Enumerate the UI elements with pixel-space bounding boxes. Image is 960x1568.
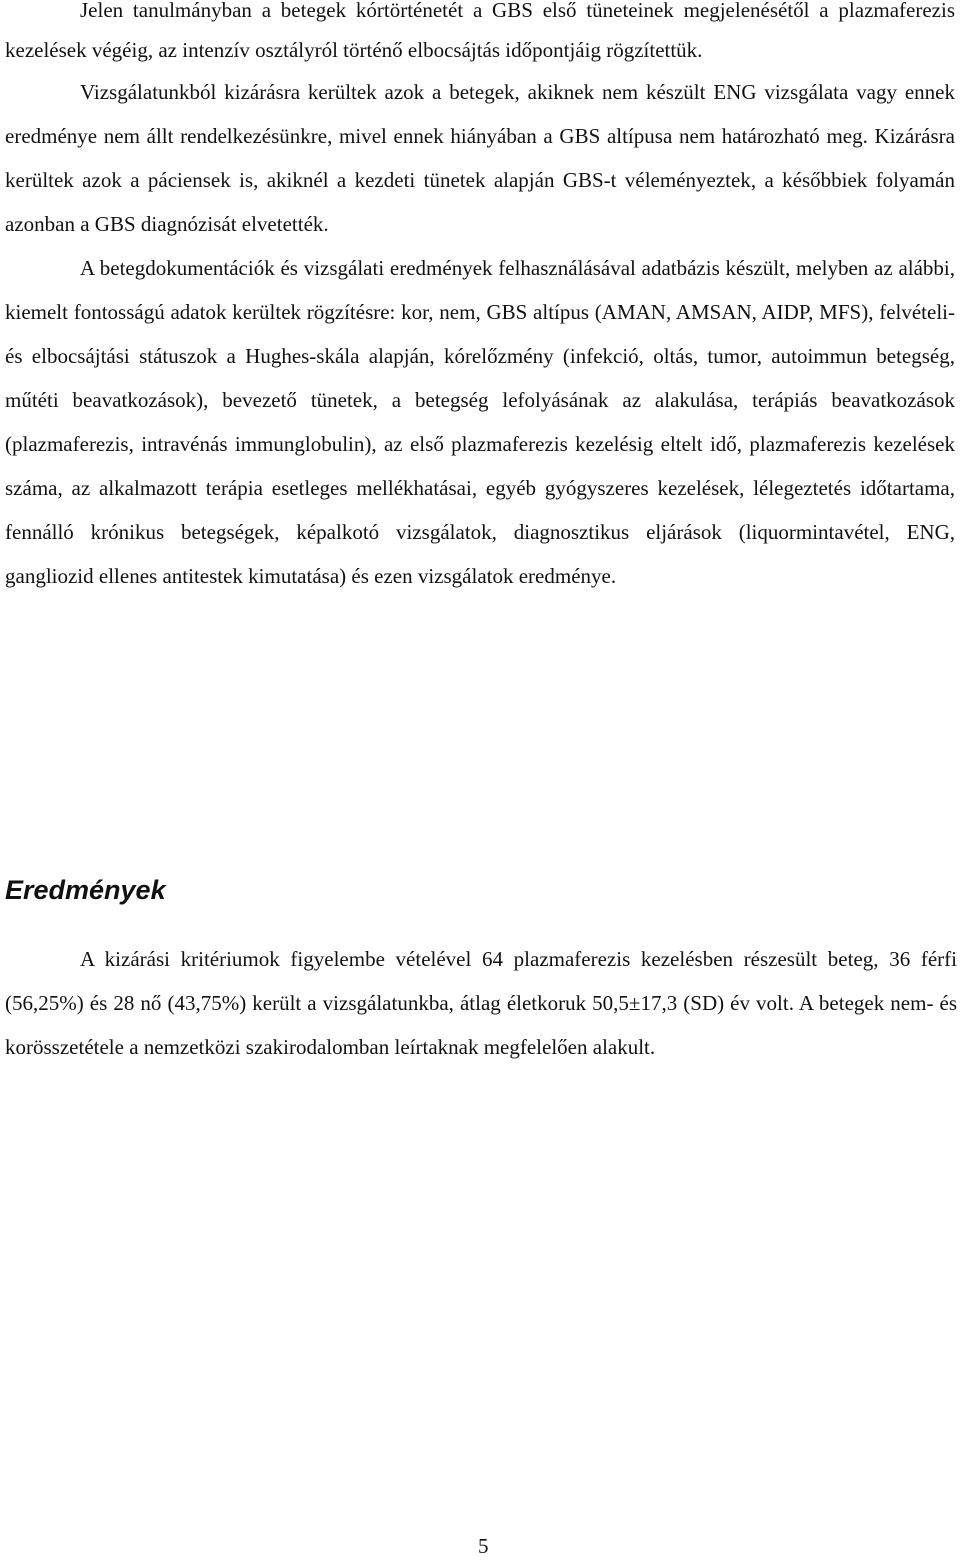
page-number: 5	[478, 1534, 489, 1558]
document-body	[5, 0, 955, 598]
paragraph-database-fields: A betegdokumentációk és vizsgálati eredmények felhasználásával adatbázis készült, melyben az alábbi, kiemelt fontosságú adatok kerültek rögzítésre: kor, nem, GBS altípus (AMAN, AMSAN, AIDP, MFS), felvételi- és elbocsájtási státuszok a Hughes-skála alapján, kórelőzmény (infekció, oltás, tumor, autoimmun betegség, műtéti beavatkozások), bevezető tünetek, a betegség lefolyásának az alakulása, terápiás beavatkozások (plazmaferezis, intravénás immunglobulin), az első plazmaferezis kezelésig eltelt idő, plazmaferezis kezelések száma, az alkalmazott terápia esetleges mellékhatásai, egyéb gyógyszeres kezelések, lélegeztetés időtartama, fennálló krónikus betegségek, képalkotó vizsgálatok, diagnosztikus eljárások (liquormintavétel, ENG, gangliozid ellenes antitestek kimutatása) és ezen vizsgálatok eredménye.	[5, 256, 955, 588]
paragraph-exclusion-criteria: Vizsgálatunkból kizárásra kerültek azok a betegek, akiknek nem készült ENG vizsgálata vagy ennek eredménye nem állt rendelkezésünkre, mivel ennek hiányában a GBS altípusa nem határozható meg. Kizárásra kerültek azok a páciensek is, akiknél a kezdeti tünetek alapján GBS-t véleményeztek, a későbbiek folyamán azonban a GBS diagnózisát elvetették.	[5, 80, 955, 236]
results-heading: Eredmények	[5, 875, 166, 905]
paragraph-record-period: Jelen tanulmányban a betegek kórtörténetét a GBS első tüneteinek megjelenésétől a plazmaferezis kezelések végéig, az intenzív osztályról történő elbocsájtás időpontjáig rögzítettük.	[5, 0, 955, 62]
paragraph-results: A kizárási kritériumok figyelembe vételével 64 plazmaferezis kezelésben részesült beteg, 36 férfi (56,25%) és 28 nő (43,75%) került a vizsgálatunkba, átlag életkoruk 50,5±17,3 (SD) év volt. A betegek nem- és korösszetétele a nemzetközi szakirodalomban leírtaknak megfelelően alakult.	[5, 947, 957, 1059]
results-section	[5, 937, 957, 1069]
